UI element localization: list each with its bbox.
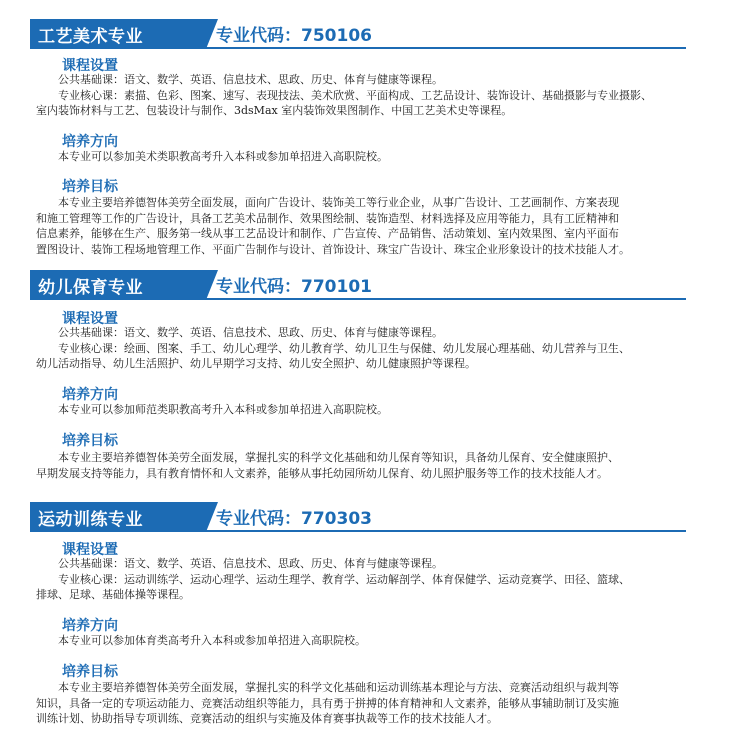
- curriculum-line: 幼儿活动指导、幼儿生活照护、幼儿早期学习支持、幼儿安全照护、幼儿健康照护等课程。: [36, 357, 476, 370]
- direction-line: 本专业可以参加体育类高考升入本科或参加单招进入高职院校。: [58, 634, 366, 647]
- section-header: [0, 19, 754, 49]
- header-rule: [206, 530, 686, 532]
- major-section-childcare: [0, 270, 754, 480]
- curriculum-line: 公共基础课：语文、数学、英语、信息技术、思政、历史、体育与健康等课程。: [58, 326, 443, 339]
- curriculum-text: [36, 325, 686, 372]
- curriculum-line: 专业核心课：运动训练学、运动心理学、运动生理学、教育学、运动解剖学、体育保健学、运动竞赛学、田径、篮球、: [58, 572, 630, 586]
- major-title: 运动训练专业: [38, 510, 143, 530]
- goal-line: 本专业主要培养德智体美劳全面发展，掌握扎实的科学文化基础和幼儿保育等知识，具备幼儿保育、安全健康照护、: [58, 451, 619, 464]
- curriculum-heading: 课程设置: [62, 311, 118, 327]
- direction-text: [36, 149, 686, 165]
- goal-line: 本专业主要培养德智体美劳全面发展，面向广告设计、装饰美工等行业企业，从事广告设计、工艺画制作、方案表现: [58, 196, 619, 209]
- direction-heading: 培养方向: [62, 134, 118, 150]
- curriculum-text: [36, 556, 686, 603]
- direction-heading: 培养方向: [62, 618, 118, 634]
- curriculum-line: 公共基础课：语文、数学、英语、信息技术、思政、历史、体育与健康等课程。: [58, 73, 443, 86]
- curriculum-line: 室内装饰材料与工艺、包装设计与制作、3dsMax 室内装饰效果图制作、中国工艺美术史等课程。: [36, 104, 513, 117]
- goal-heading: 培养目标: [62, 433, 118, 449]
- major-code: 专业代码：750106: [216, 26, 372, 46]
- major-section-crafts: [0, 19, 754, 256]
- goal-text: [36, 450, 686, 481]
- goal-heading: 培养目标: [62, 179, 118, 195]
- major-title-banner: [30, 270, 206, 300]
- curriculum-line: 专业核心课：素描、色彩、图案、速写、表现技法、美术欣赏、平面构成、工艺品设计、装饰设计、基础摄影与专业摄影、: [58, 88, 652, 102]
- curriculum-text: [36, 72, 686, 119]
- curriculum-line: 专业核心课：绘画、图案、手工、幼儿心理学、幼儿教育学、幼儿卫生与保健、幼儿发展心理基础、幼儿营养与卫生、: [58, 341, 630, 355]
- goal-line: 信息素养，能够在生产、服务第一线从事工艺品设计和制作、广告宣传、产品销售、活动策划、室内效果图、室内平面布: [36, 227, 619, 240]
- major-title-banner: [30, 19, 206, 49]
- header-rule: [206, 47, 686, 49]
- goal-line: 知识，具备一定的专项运动能力、竞赛活动组织等能力，具有勇于拼搏的体育精神和人文素养，能够从事辅助制订及实施: [36, 696, 619, 710]
- section-header: [0, 270, 754, 300]
- curriculum-line: 排球、足球、基础体操等课程。: [36, 588, 190, 601]
- major-title: 幼儿保育专业: [38, 278, 143, 298]
- curriculum-heading: 课程设置: [62, 58, 118, 74]
- section-header: [0, 502, 754, 532]
- direction-line: 本专业可以参加美术类职教高考升入本科或参加单招进入高职院校。: [58, 150, 388, 163]
- goal-text: [36, 195, 686, 257]
- curriculum-heading: 课程设置: [62, 542, 118, 558]
- direction-heading: 培养方向: [62, 387, 118, 403]
- curriculum-line: 公共基础课：语文、数学、英语、信息技术、思政、历史、体育与健康等课程。: [58, 557, 443, 570]
- major-title: 工艺美术专业: [38, 27, 143, 47]
- goal-line: 早期发展支持等能力，具有教育情怀和人文素养，能够从事托幼园所幼儿保育、幼儿照护服务等工作的技术技能人才。: [36, 466, 608, 480]
- direction-text: [36, 402, 686, 418]
- direction-text: [36, 633, 686, 649]
- major-section-sports-training: [0, 502, 754, 725]
- direction-line: 本专业可以参加师范类职教高考升入本科或参加单招进入高职院校。: [58, 403, 388, 416]
- major-code: 专业代码：770303: [216, 509, 372, 529]
- goal-line: 训练计划、协助指导专项训练、竞赛活动的组织与实施及体育赛事执裁等工作的技术技能人才。: [36, 712, 498, 725]
- header-rule: [206, 298, 686, 300]
- major-title-banner: [30, 502, 206, 532]
- goal-line: 本专业主要培养德智体美劳全面发展，掌握扎实的科学文化基础和运动训练基本理论与方法、竞赛活动组织与裁判等: [58, 681, 619, 694]
- goal-heading: 培养目标: [62, 664, 118, 680]
- goal-text: [36, 680, 686, 727]
- major-code: 专业代码：770101: [216, 277, 372, 297]
- goal-line: 和施工管理等工作的广告设计，具备工艺美术品制作、效果图绘制、装饰造型、材料选择及应用等能力，具有工匠精神和: [36, 211, 619, 225]
- goal-line: 置图设计、装饰工程场地管理工作、平面广告制作与设计、首饰设计、珠宝广告设计、珠宝企业形象设计的技术技能人才。: [36, 242, 630, 256]
